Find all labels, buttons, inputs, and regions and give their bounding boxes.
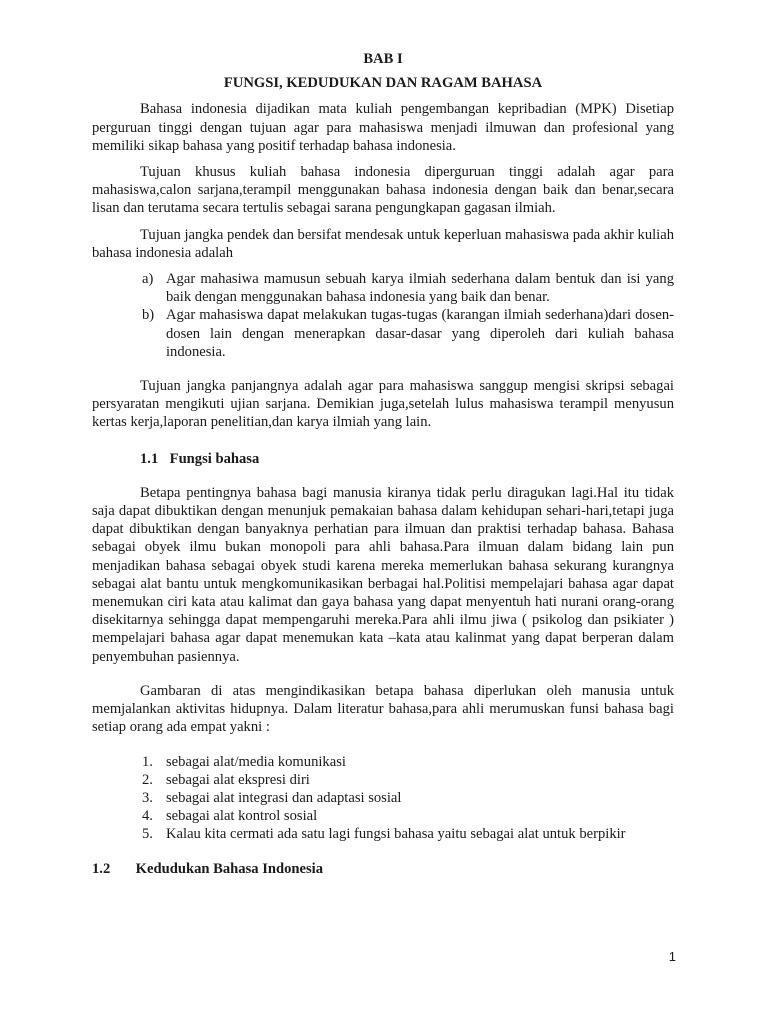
document-page [92, 50, 674, 878]
list-item [92, 807, 674, 825]
list-marker: 4. [142, 808, 153, 825]
list-item-text: Agar mahasiwa mamusun sebuah karya ilmiah sederhana dalam bentuk dan isi yang baik dengan menggunakan bahasa indonesia yang baik dan benar. [166, 271, 674, 306]
list-item-text: sebagai alat/media komunikasi [166, 753, 346, 770]
chapter-title: FUNGSI, KEDUDUKAN DAN RAGAM BAHASA [223, 75, 543, 92]
list-item-text: sebagai alat ekspresi diri [166, 771, 310, 788]
list-marker: 1. [142, 753, 153, 770]
paragraph-overview: Gambaran di atas mengindikasikan betapa bahasa diperlukan oleh manusia untuk memjalankan aktivitas hidupnya. Dalam literatur bahasa,para ahli merumuskan funsi bahasa bagi setiap orang ada empat yakni : [92, 682, 674, 736]
list-marker: b) [142, 307, 155, 324]
chapter-heading: BAB I [363, 51, 403, 67]
section-heading-fungsi-bahasa [140, 450, 674, 468]
list-marker: a) [142, 271, 154, 288]
page-number: 1 [668, 949, 676, 964]
paragraph-special-goal: Tujuan khusus kuliah bahasa indonesia diperguruan tinggi adalah agar para mahasiswa,calon sarjana,terampil menggunakan bahasa indonesia dengan baik dan benar,secara lisan dan terutama secara tertulis sebagai sarana pengungkapan gagasan ilmiah. [92, 164, 674, 217]
list-item [92, 753, 674, 771]
list-marker: 5. [142, 826, 153, 843]
short-term-goal-list [92, 270, 674, 361]
list-marker: 2. [142, 771, 153, 788]
list-item-text: sebagai alat integrasi dan adaptasi sosial [166, 789, 402, 806]
section-number: 1.2 [92, 860, 111, 877]
list-item [92, 270, 674, 306]
section-number: 1.1 [140, 450, 159, 467]
language-function-list [92, 753, 674, 844]
list-item-text: Agar mahasiswa dapat melakukan tugas-tugas (karangan ilmiah sederhana)dari dosen-dosen lain dengan menerapkan dasar-dasar yang diperoleh dari kuliah bahasa indonesia. [166, 307, 674, 360]
list-item-text: Kalau kita cermati ada satu lagi fungsi bahasa yaitu sebagai alat untuk berpikir [166, 826, 626, 843]
section-title: Kedudukan Bahasa Indonesia [135, 860, 324, 877]
section-title: Fungsi bahasa [169, 450, 260, 467]
list-item [92, 789, 674, 807]
list-item-text: sebagai alat kontrol sosial [166, 808, 318, 825]
paragraph-intro: Bahasa indonesia dijadikan mata kuliah pengembangan kepribadian (MPK) Disetiap perguruan tinggi dengan tujuan agar para mahasiswa menjadi ilmuwan dan profesional yang memiliki sikap bahasa yang positif terhadap bahasa indonesia. [92, 101, 674, 154]
list-item [92, 771, 674, 789]
paragraph-short-term-goal: Tujuan jangka pendek dan bersifat mendesak untuk keperluan mahasiswa pada akhir kuliah bahasa indonesia adalah [92, 226, 675, 261]
paragraph-long-term-goal: Tujuan jangka panjangnya adalah agar para mahasiswa sanggup mengisi skripsi sebagai persyaratan mengikuti ujian sarjana. Demikian juga,setelah lulus mahasiswa terampil menyusun kertas kerja,laporan penelitian,dan karya ilmiah yang lain. [92, 378, 674, 431]
list-item [92, 306, 674, 361]
list-marker: 3. [142, 789, 153, 806]
paragraph-importance: Betapa pentingnya bahasa bagi manusia kiranya tidak perlu diragukan lagi.Hal itu tidak saja dapat dibuktikan dengan menunjuk pemakaian bahasa dalam kehidupan sehari-hari,tetapi juga dapat dibuktikan dengan banyaknya perhatian para ilmuan dan praktisi terhadap bahasa. Bahasa sebagai obyek ilmu bukan monopoli para ahli bahasa.Para ilmuan dalam bidang lain pun menjadikan bahasa sebagai obyek studi karena mereka memerlukan bahasa sekurang kurangnya sebagai alat bantu untuk mengkomunikasikan berbagai hal.Politisi mempelajari bahasa agar dapat menemukan ciri kata atau kalimat dan gaya bahasa yang dapat menyentuh hati nurani orang-orang disekitarnya sehingga dapat mempengaruhi mereka.Para ahli ilmu jiwa ( psikolog dan psikiater ) mempelajari bahasa agar dapat menemukan kata –kata atau kalinmat yang dapat berperan dalam penyembuhan pasiennya. [92, 484, 674, 665]
section-heading-kedudukan [92, 860, 674, 878]
list-item [92, 825, 674, 843]
